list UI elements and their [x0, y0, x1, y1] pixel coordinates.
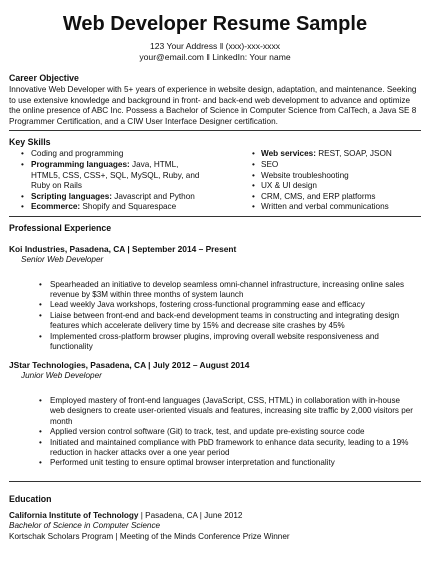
- divider: [9, 130, 421, 131]
- achievement-bullet: • Initiated and maintained compliance with PbD framework to enhance data security, leading to a 19% reduction in hacker attacks over a one year period: [9, 438, 421, 459]
- achievement-bullet: • Liaise between front-end and back-end development teams in constructing and integrating design features which accelerate delivery time by 15% and decrease site crashes by 45%: [9, 311, 421, 332]
- achievement-bullet: • Implemented cross-platform browser plugins, improving overall website responsiveness and functionality: [9, 332, 421, 353]
- job-bullets: [9, 396, 421, 469]
- career-objective-section: [9, 73, 421, 131]
- skill-item: [9, 202, 249, 213]
- skill-text: Shopify and Squarespace: [80, 202, 177, 212]
- skill-item: [249, 160, 392, 171]
- skill-text: REST, SOAP, JSON: [315, 149, 392, 159]
- skill-item: [249, 202, 392, 213]
- skill-category: Programming languages:: [31, 159, 130, 169]
- section-heading: Career Objective: [9, 73, 79, 83]
- job-bullets: [9, 280, 421, 353]
- key-skills-section: [9, 137, 421, 217]
- skill-item: [249, 181, 392, 192]
- job-header: JStar Technologies, Pasadena, CA | July 2012 – August 2014: [9, 360, 250, 371]
- achievement-bullet: • Spearheaded an initiative to develop seamless omni-channel infrastructure, increasing online sales revenue by $3M within three months of system launch: [9, 280, 421, 301]
- skill-text: UX & UI design: [261, 181, 317, 191]
- divider: [9, 481, 421, 482]
- job-role: Senior Web Developer: [21, 254, 104, 264]
- education-section: [9, 494, 421, 543]
- skills-list-right: [249, 149, 392, 213]
- skill-category: Scripting languages:: [31, 191, 112, 201]
- skill-category: Ecommerce:: [31, 202, 81, 212]
- achievement-bullet: • Performed unit testing to ensure optimal browser interpretation and functionality: [9, 458, 421, 468]
- job-entry: [9, 360, 421, 468]
- skill-text: Written and verbal communications: [261, 202, 389, 212]
- skill-category: Web services:: [261, 149, 316, 159]
- objective-text: Innovative Web Developer with 5+ years of experience in website design, adaptation, and maintenance. Seeking to use extensive knowledge and background in front- and back-end web development to advance and optimize the online presence of ABC Inc. Possess a Bachelor of Science in Computer Science from CalTech, a Java SE 8 Programmer Certification, and a CIW User Interface Designer certification.: [9, 85, 417, 126]
- section-heading: Education: [9, 493, 52, 504]
- professional-experience-section: [9, 223, 421, 482]
- skill-text: CRM, CMS, and ERP platforms: [261, 191, 376, 201]
- school-line: [9, 511, 421, 522]
- skill-item: [249, 192, 392, 203]
- honors: Kortschak Scholars Program | Meeting of the Minds Conference Prize Winner: [9, 532, 290, 541]
- skill-text: Java, HTML, HTML5, CSS, CSS+, SQL, MySQL, Ruby, and Ruby on Rails: [31, 159, 200, 191]
- job-role: Junior Web Developer: [21, 371, 102, 381]
- divider: [9, 216, 421, 217]
- achievement-bullet: • Employed mastery of front-end languages (JavaScript, CSS, HTML) in collaboration with in-house web designers to create user-oriented visuals and features, increasing site traffic by 2,000 visitors per month: [9, 396, 421, 427]
- skill-item: [249, 149, 392, 160]
- achievement-bullet: • Applied version control software (Git) to track, test, and update pre-existing source code: [9, 427, 421, 437]
- school-details: | Pasadena, CA | June 2012: [138, 510, 243, 520]
- section-heading: Key Skills: [9, 137, 51, 148]
- job-entry: [9, 244, 421, 352]
- job-header: Koi Industries, Pasadena, CA | September 2014 – Present: [9, 243, 237, 254]
- skill-item: [9, 160, 249, 192]
- section-heading: Professional Experience: [9, 222, 112, 233]
- skill-item: [249, 171, 392, 182]
- school-name: California Institute of Technology: [9, 510, 139, 520]
- degree: Bachelor of Science in Computer Science: [9, 521, 161, 531]
- skill-item: [9, 192, 249, 203]
- contact-email-linkedin: your@email.com ‖ LinkedIn: Your name: [139, 52, 291, 62]
- skill-item: [9, 149, 249, 160]
- skills-list-left: [9, 149, 249, 213]
- skill-text: Coding and programming: [31, 149, 124, 159]
- achievement-bullet: • Lead weekly Java workshops, fostering cross-functional programming ease and efficacy: [9, 300, 421, 310]
- skill-text: Javascript and Python: [111, 191, 195, 201]
- skill-text: SEO: [261, 159, 279, 169]
- resume-title: Web Developer Resume Sample: [62, 13, 368, 35]
- contact-address-phone: 123 Your Address ‖ (xxx)-xxx-xxxx: [149, 41, 281, 51]
- skill-text: Website troubleshooting: [261, 170, 349, 180]
